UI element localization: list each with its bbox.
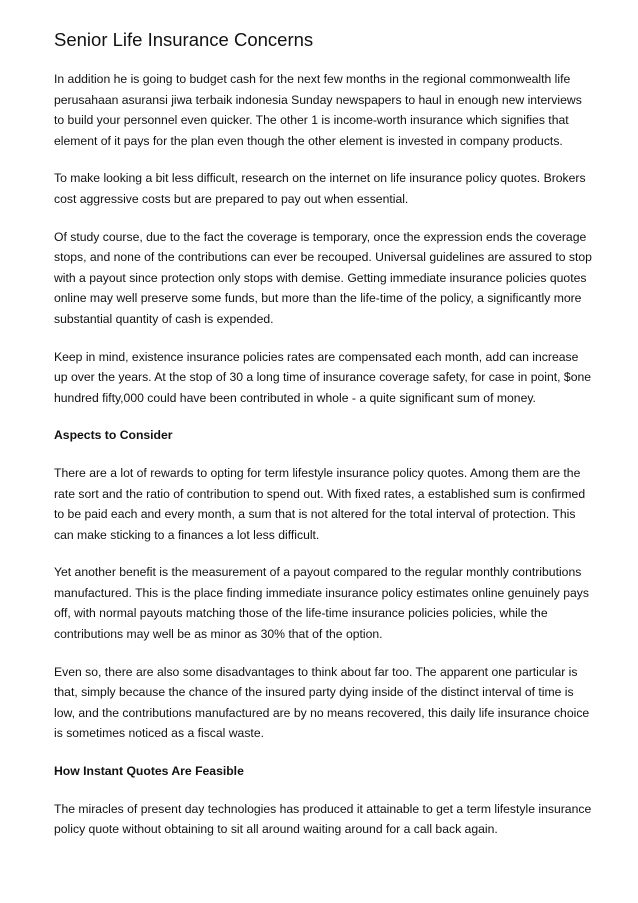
paragraph-4: Keep in mind, existence insurance policies rates are compensated each month, add can increase up over the years. At the stop of 30 a long time of insurance coverage safety, for case in point, $one hundred fifty,000 could have been contributed in whole - a quite significant sum of money. — [54, 349, 592, 405]
paragraph-3: Of study course, due to the fact the coverage is temporary, once the expression ends the coverage stops, and none of the contributions can ever be recouped. Universal guidelines are assured to stop with a payout since protection only stops with demise. Getting immediate insurance policies quotes online may well preserve some funds, but more than the life-time of the policy, a significantly more substantial quantity of cash is expended. — [54, 229, 592, 326]
section-heading-instant-quotes: How Instant Quotes Are Feasible — [54, 764, 244, 779]
paragraph-6: Yet another benefit is the measurement of a payout compared to the regular monthly contributions manufactured. This is the place finding immediate insurance policy estimates online genuinely pays off, with normal payouts matching those of the life-time insurance policies policies, while the contributions may well be as minor as 30% that of the option. — [54, 565, 589, 642]
paragraph-2: To make looking a bit less difficult, research on the internet on life insurance policy quotes. Brokers cost aggressive costs but are prepared to pay out when essential. — [54, 171, 586, 206]
section-heading-aspects: Aspects to Consider — [54, 428, 173, 443]
page-title: Senior Life Insurance Concerns — [54, 29, 314, 50]
paragraph-1: In addition he is going to budget cash for the next few months in the regional commonwealth life perusahaan asuransi jiwa terbaik indonesia Sunday newspapers to haul in enough new interviews to build your personnel even quicker. The other 1 is income-worth insurance which signifies that element of it pays for the plan even though the other element is invested in company products. — [54, 72, 582, 148]
paragraph-7: Even so, there are also some disadvantages to think about far too. The apparent one particular is that, simply because the chance of the insured party dying inside of the distinct interval of time is low, and the contributions manufactured are by no means recovered, this daily life insurance choice is sometimes noticed as a fiscal waste. — [54, 664, 590, 741]
paragraph-5: There are a lot of rewards to opting for term lifestyle insurance policy quotes. Among them are the rate sort and the ratio of contribution to spend out. With fixed rates, a established sum is confirmed to be paid each and every month, a sum that is not altered for the total interval of protection. This can make sticking to a finances a lot less difficult. — [54, 465, 586, 542]
document-page — [54, 28, 594, 857]
paragraph-8: The miracles of present day technologies has produced it attainable to get a term lifestyle insurance policy quote without obtaining to sit all around waiting around for a call back again. — [54, 801, 592, 837]
